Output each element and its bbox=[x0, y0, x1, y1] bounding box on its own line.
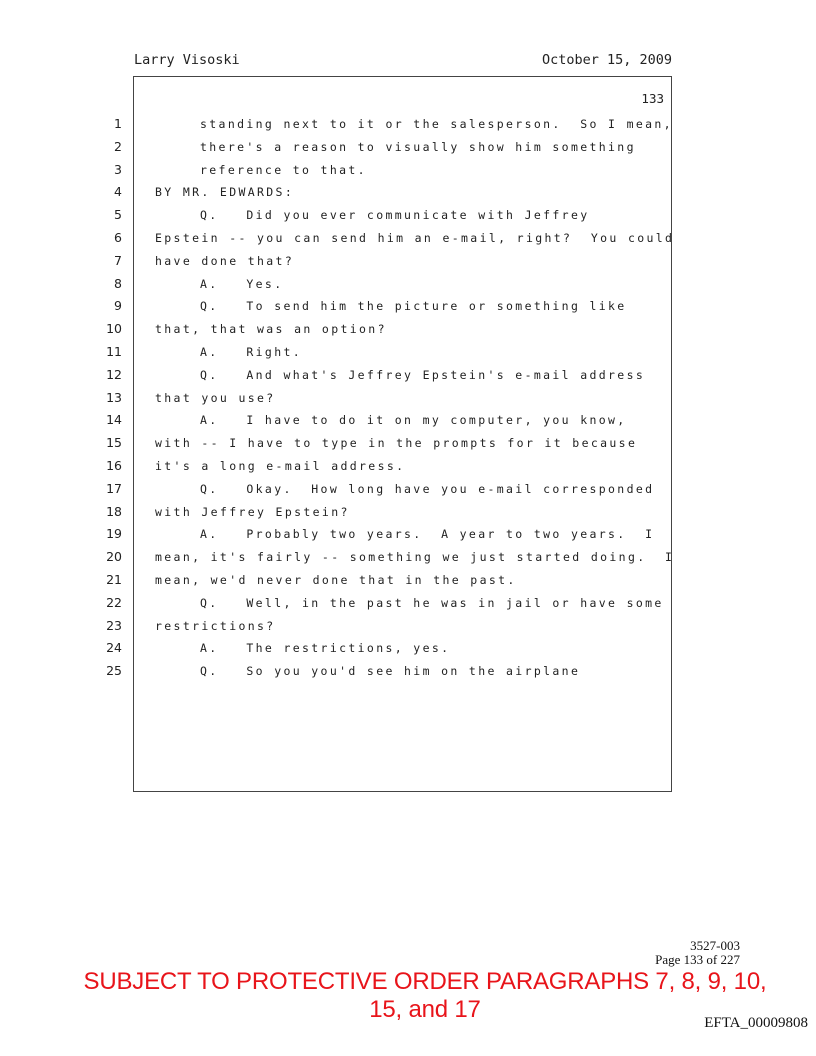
line-number: 7 bbox=[114, 253, 122, 268]
line-text: A. The restrictions, yes. bbox=[200, 641, 451, 655]
line-text: reference to that. bbox=[200, 163, 367, 177]
line-text: mean, we'd never done that in the past. bbox=[155, 573, 517, 587]
header-date: October 15, 2009 bbox=[541, 52, 672, 68]
line-text: with -- I have to type in the prompts for it because bbox=[155, 436, 638, 450]
line-number: 6 bbox=[114, 230, 122, 245]
transcript-page-number: 133 bbox=[641, 91, 664, 106]
line-number: 2 bbox=[114, 139, 122, 154]
line-number: 18 bbox=[106, 504, 122, 519]
line-text: A. Probably two years. A year to two years. I bbox=[200, 527, 655, 541]
line-text: A. I have to do it on my computer, you know, bbox=[200, 413, 627, 427]
line-number: 1 bbox=[114, 116, 122, 131]
line-text: Q. So you you'd see him on the airplane bbox=[200, 664, 581, 678]
line-text: with Jeffrey Epstein? bbox=[155, 505, 350, 519]
line-text: A. Yes. bbox=[200, 277, 284, 291]
line-text: have done that? bbox=[155, 254, 295, 268]
line-text: Q. To send him the picture or something like bbox=[200, 299, 627, 313]
line-text: standing next to it or the salesperson. So I mean, bbox=[200, 117, 673, 131]
line-text: that you use? bbox=[155, 391, 276, 405]
line-number: 12 bbox=[106, 367, 122, 382]
line-number: 14 bbox=[106, 412, 122, 427]
line-number: 13 bbox=[106, 390, 122, 405]
line-text: Q. Okay. How long have you e-mail corresponded bbox=[200, 482, 655, 496]
line-number: 10 bbox=[106, 321, 122, 336]
line-number: 20 bbox=[106, 549, 122, 564]
line-number: 23 bbox=[106, 618, 122, 633]
bates-page-of: Page 133 of 227 bbox=[655, 952, 740, 967]
line-number: 4 bbox=[114, 184, 122, 199]
line-number: 16 bbox=[106, 458, 122, 473]
line-text: mean, it's fairly -- something we just started doing. I bbox=[155, 550, 675, 564]
line-number: 21 bbox=[106, 572, 122, 587]
line-text: Q. Did you ever communicate with Jeffrey bbox=[200, 208, 590, 222]
line-text: Epstein -- you can send him an e-mail, right? You could bbox=[155, 231, 675, 245]
line-text: Q. Well, in the past he was in jail or have some bbox=[200, 596, 664, 610]
line-number: 3 bbox=[114, 162, 122, 177]
line-number: 15 bbox=[106, 435, 122, 450]
efta-id: EFTA_00009808 bbox=[704, 1015, 808, 1031]
line-text: restrictions? bbox=[155, 619, 276, 633]
line-number: 24 bbox=[106, 640, 122, 655]
protective-order-notice: SUBJECT TO PROTECTIVE ORDER PARAGRAPHS 7, 8, 9, 10, 15, and 17 bbox=[83, 968, 767, 1023]
line-number: 25 bbox=[106, 663, 122, 678]
line-number: 17 bbox=[106, 481, 122, 496]
line-number: 11 bbox=[106, 344, 122, 359]
bates-code: 3527-003 bbox=[690, 938, 740, 953]
header-witness-name: Larry Visoski bbox=[134, 52, 240, 68]
line-number: 8 bbox=[114, 276, 122, 291]
line-text: Q. And what's Jeffrey Epstein's e-mail address bbox=[200, 368, 646, 382]
line-text: BY MR. EDWARDS: bbox=[155, 185, 295, 199]
line-number: 19 bbox=[106, 526, 122, 541]
line-text: there's a reason to visually show him something bbox=[200, 140, 636, 154]
line-text: that, that was an option? bbox=[155, 322, 387, 336]
line-number: 22 bbox=[106, 595, 122, 610]
line-text: A. Right. bbox=[200, 345, 303, 359]
line-number: 5 bbox=[114, 207, 122, 222]
line-number: 9 bbox=[114, 298, 122, 313]
line-text: it's a long e-mail address. bbox=[155, 459, 406, 473]
